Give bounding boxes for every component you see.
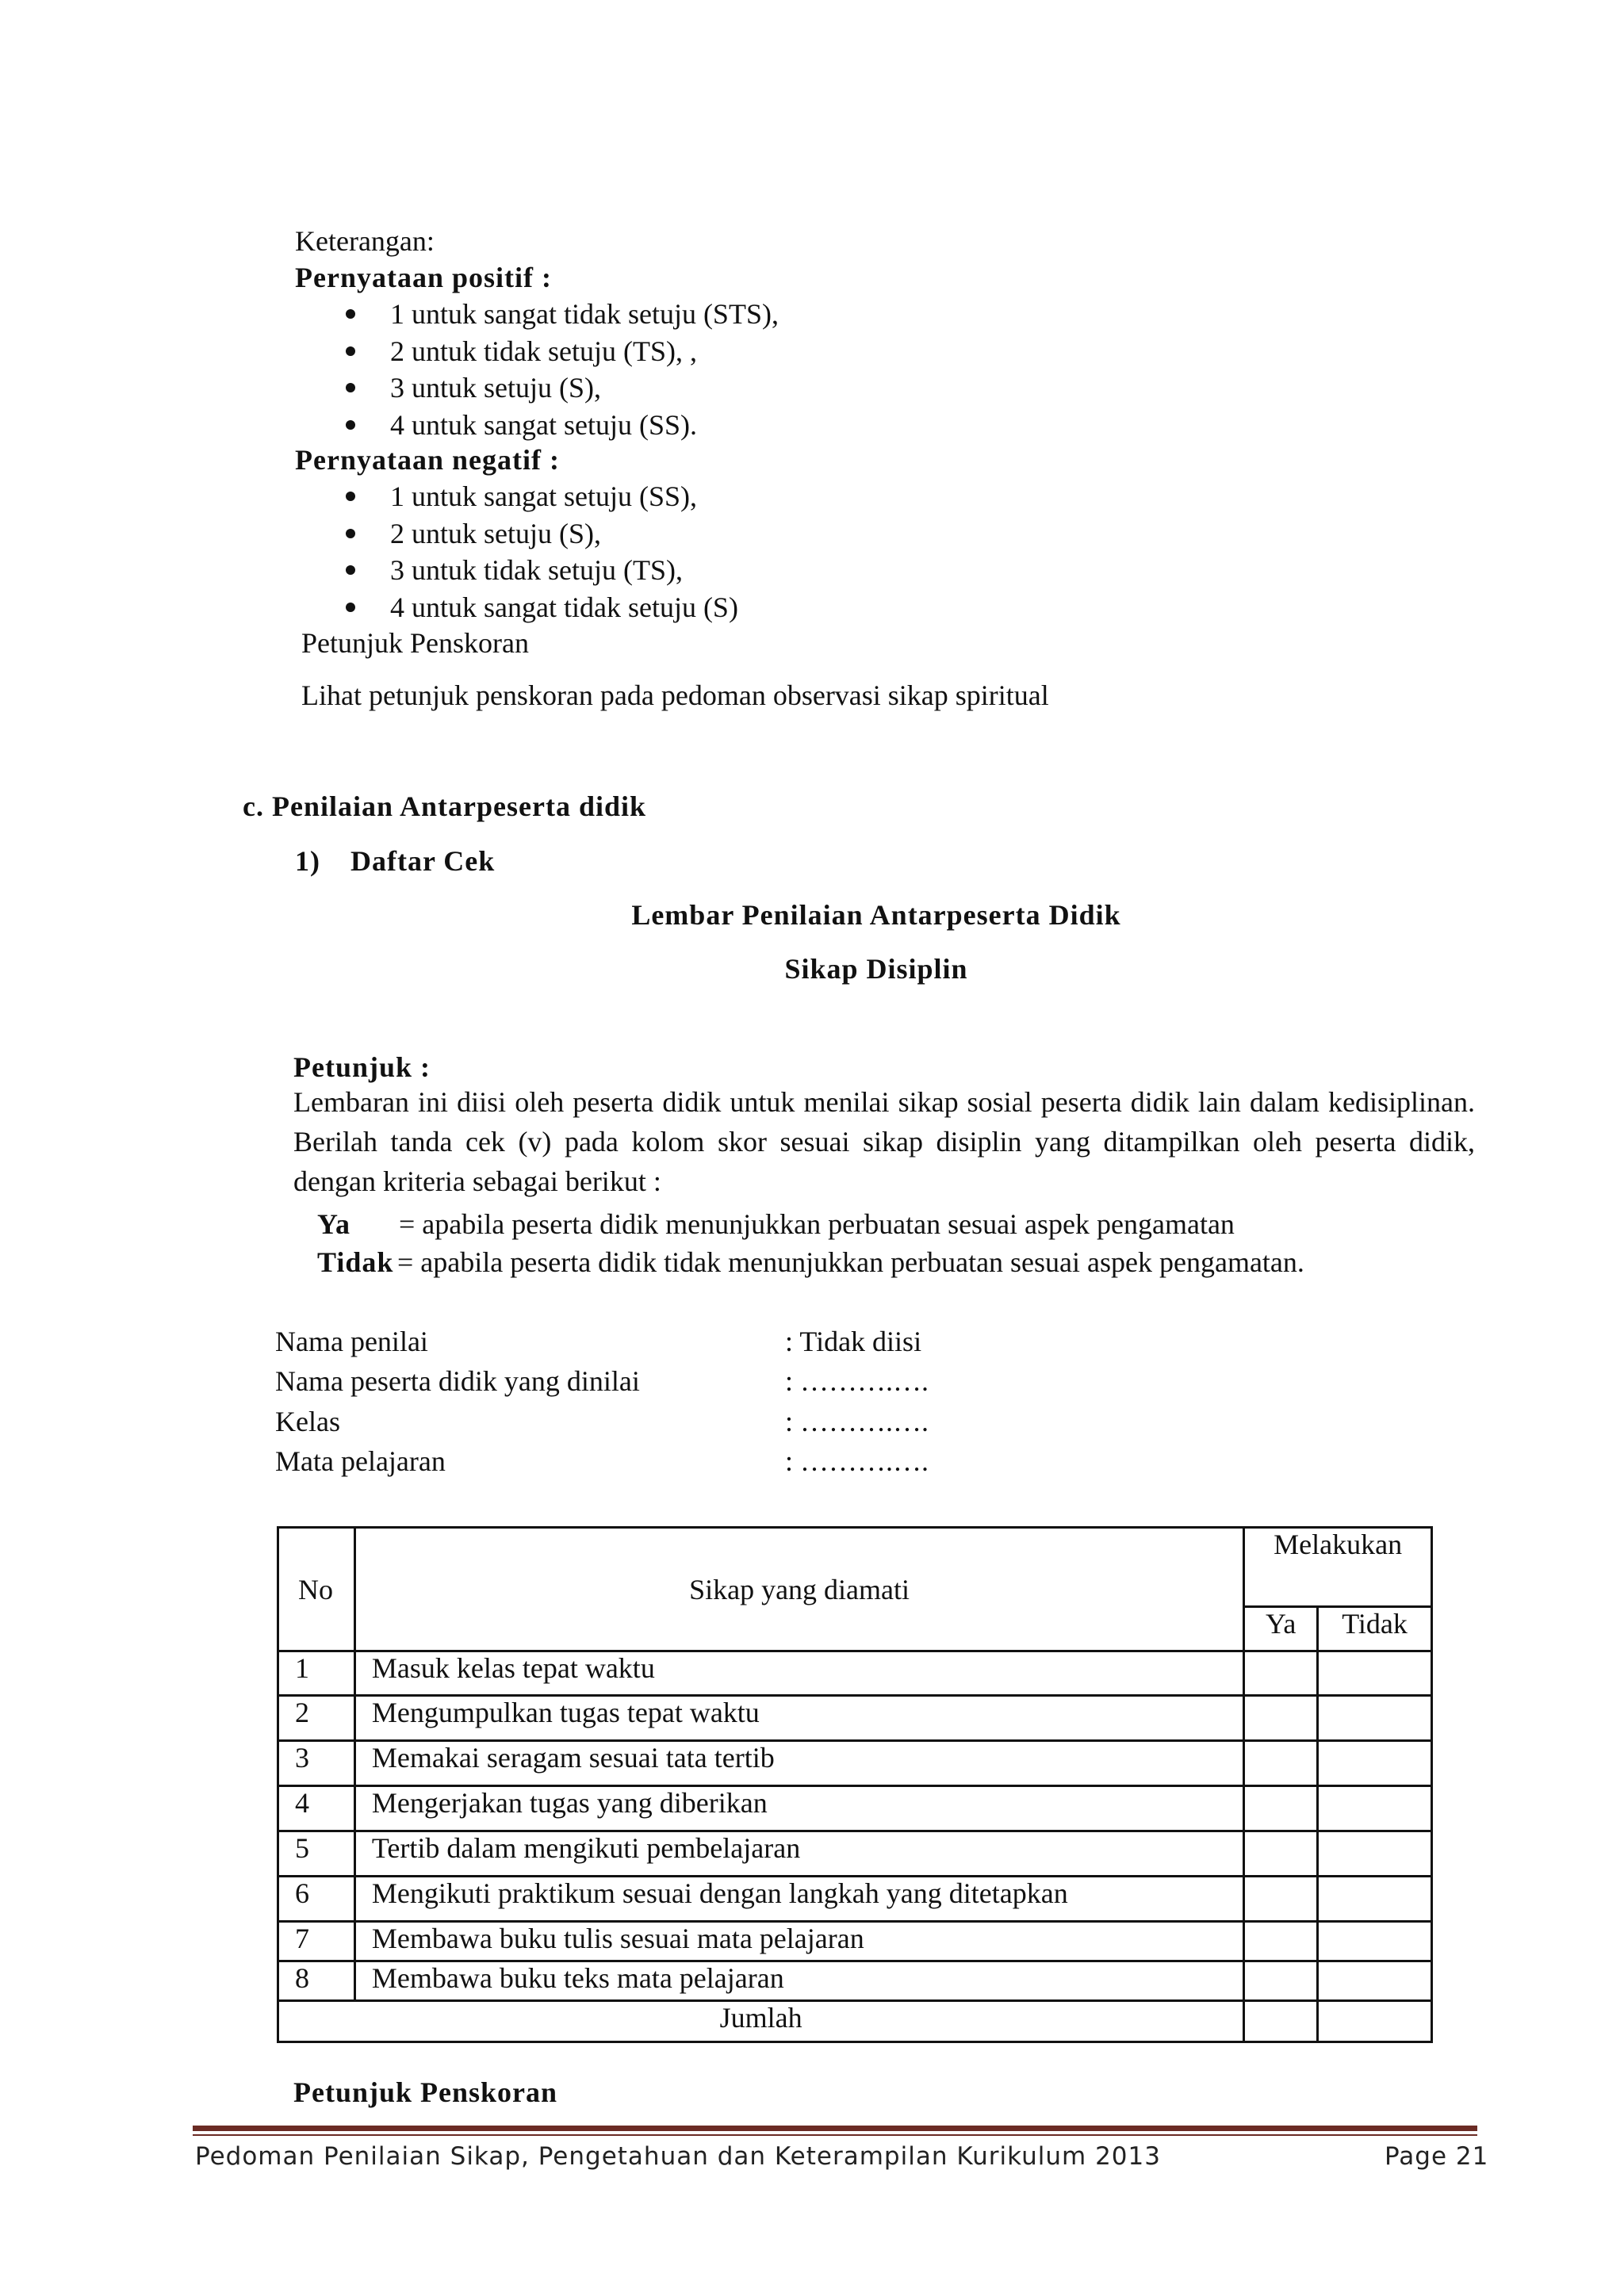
row-sikap: Membawa buku teks mata pelajaran (354, 1961, 1243, 2001)
row-no: 6 (278, 1877, 355, 1922)
identitas-label: Mata pelajaran (275, 1445, 446, 1477)
section-heading: c. Penilaian Antarpeserta didik (243, 790, 647, 822)
check-tidak-cell[interactable] (1318, 1877, 1432, 1922)
jumlah-ya-cell[interactable] (1244, 2001, 1318, 2042)
check-ya-cell[interactable] (1244, 1831, 1318, 1877)
row-no: 8 (278, 1961, 355, 2001)
row-sikap: Membawa buku tulis sesuai mata pelajaran (354, 1922, 1243, 1961)
check-ya-cell[interactable] (1244, 1961, 1318, 2001)
header-ya: Ya (1244, 1607, 1318, 1651)
list-item: 2 untuk tidak setuju (TS), , (341, 333, 779, 370)
table-row (278, 1961, 1432, 2001)
daftar-cek-table (277, 1526, 1433, 2043)
petunjuk-penskoran-label: Petunjuk Penskoran (301, 627, 529, 659)
check-tidak-cell[interactable] (1318, 1922, 1432, 1961)
identitas-value: : Tidak diisi (785, 1326, 922, 1357)
sub-number: 1) (295, 845, 320, 877)
check-ya-cell[interactable] (1244, 1922, 1318, 1961)
list-item: 1 untuk sangat setuju (SS), (341, 478, 738, 515)
positif-list (341, 296, 779, 443)
petunjuk-penskoran-text: Lihat petunjuk penskoran pada pedoman observasi sikap spiritual (301, 679, 1049, 711)
row-no: 7 (278, 1922, 355, 1961)
identitas-value: : ……….…. (785, 1406, 929, 1437)
list-item: 4 untuk sangat tidak setuju (S) (341, 589, 738, 626)
negatif-list (341, 478, 738, 626)
tidak-text: = apabila peserta didik tidak menunjukkan perbuatan sesuai aspek pengamatan. (397, 1246, 1304, 1278)
list-item: 1 untuk sangat tidak setuju (STS), (341, 296, 779, 333)
check-tidak-cell[interactable] (1318, 1961, 1432, 2001)
identitas-label: Kelas (275, 1406, 340, 1437)
row-no: 4 (278, 1786, 355, 1831)
check-ya-cell[interactable] (1244, 1651, 1318, 1696)
check-ya-cell[interactable] (1244, 1741, 1318, 1786)
table-row (278, 1696, 1432, 1741)
table-total-row (278, 2001, 1432, 2042)
table-row (278, 1831, 1432, 1877)
list-item: 4 untuk sangat setuju (SS). (341, 407, 779, 444)
table-row (278, 1922, 1432, 1961)
row-sikap: Mengumpulkan tugas tepat waktu (354, 1696, 1243, 1741)
table-row (278, 1741, 1432, 1786)
header-tidak: Tidak (1318, 1607, 1432, 1651)
bullet-icon (346, 383, 355, 392)
row-sikap: Mengikuti praktikum sesuai dengan langkah yang ditetapkan (354, 1877, 1243, 1922)
table-header-row (278, 1528, 1432, 1607)
row-sikap: Mengerjakan tugas yang diberikan (354, 1786, 1243, 1831)
footer-title: Pedoman Penilaian Sikap, Pengetahuan dan Keterampilan Kurikulum 2013 (195, 2142, 1161, 2171)
footer-rule-thin (193, 2134, 1477, 2136)
positif-heading: Pernyataan positif : (295, 262, 552, 293)
form-subtitle: Sikap Disiplin (784, 953, 968, 985)
check-ya-cell[interactable] (1244, 1696, 1318, 1741)
row-no: 5 (278, 1831, 355, 1877)
bullet-icon (346, 603, 355, 612)
row-sikap: Masuk kelas tepat waktu (354, 1651, 1243, 1696)
negatif-heading: Pernyataan negatif : (295, 444, 560, 476)
jumlah-tidak-cell[interactable] (1318, 2001, 1432, 2042)
table-row (278, 1651, 1432, 1696)
list-item: 3 untuk setuju (S), (341, 369, 779, 407)
check-tidak-cell[interactable] (1318, 1741, 1432, 1786)
row-no: 1 (278, 1651, 355, 1696)
bullet-icon (346, 309, 355, 319)
check-ya-cell[interactable] (1244, 1786, 1318, 1831)
identitas-value: : ……….…. (785, 1445, 929, 1477)
footer-rule (193, 2126, 1477, 2131)
ya-label: Ya (317, 1208, 351, 1240)
row-no: 3 (278, 1741, 355, 1786)
identitas-label: Nama penilai (275, 1326, 428, 1357)
table-row (278, 1877, 1432, 1922)
bullet-icon (346, 346, 355, 356)
bullet-icon (346, 529, 355, 538)
form-title: Lembar Penilaian Antarpeserta Didik (631, 899, 1121, 931)
row-no: 2 (278, 1696, 355, 1741)
header-melakukan: Melakukan (1244, 1528, 1432, 1607)
identitas-label: Nama peserta didik yang dinilai (275, 1365, 640, 1397)
sub-heading: Daftar Cek (350, 845, 496, 877)
header-sikap: Sikap yang diamati (354, 1528, 1243, 1651)
tidak-label: Tidak (317, 1246, 394, 1278)
identitas-value: : ……….…. (785, 1365, 929, 1397)
page-number: Page 21 (1385, 2142, 1489, 2171)
check-tidak-cell[interactable] (1318, 1651, 1432, 1696)
header-no: No (278, 1528, 355, 1651)
check-tidak-cell[interactable] (1318, 1831, 1432, 1877)
bullet-icon (346, 492, 355, 501)
petunjuk-text: Lembaran ini diisi oleh peserta didik untuk menilai sikap sosial peserta didik lain dalam kedisiplinan. Berilah tanda cek (v) pada kolom skor sesuai sikap disiplin yang ditampilkan oleh peserta didik, dengan kriteria sebagai berikut : (293, 1086, 1475, 1197)
list-item: 3 untuk tidak setuju (TS), (341, 552, 738, 589)
row-sikap: Memakai seragam sesuai tata tertib (354, 1741, 1243, 1786)
check-tidak-cell[interactable] (1318, 1696, 1432, 1741)
row-sikap: Tertib dalam mengikuti pembelajaran (354, 1831, 1243, 1877)
bullet-icon (346, 565, 355, 575)
table-row (278, 1786, 1432, 1831)
bullet-icon (346, 420, 355, 430)
petunjuk-heading: Petunjuk : (293, 1051, 431, 1083)
petunjuk-penskoran-heading: Petunjuk Penskoran (293, 2076, 558, 2108)
list-item: 2 untuk setuju (S), (341, 515, 738, 553)
ya-text: = apabila peserta didik menunjukkan perbuatan sesuai aspek pengamatan (399, 1208, 1235, 1240)
check-tidak-cell[interactable] (1318, 1786, 1432, 1831)
keterangan-label: Keterangan: (295, 225, 435, 257)
check-ya-cell[interactable] (1244, 1877, 1318, 1922)
jumlah-label: Jumlah (278, 2001, 1244, 2042)
